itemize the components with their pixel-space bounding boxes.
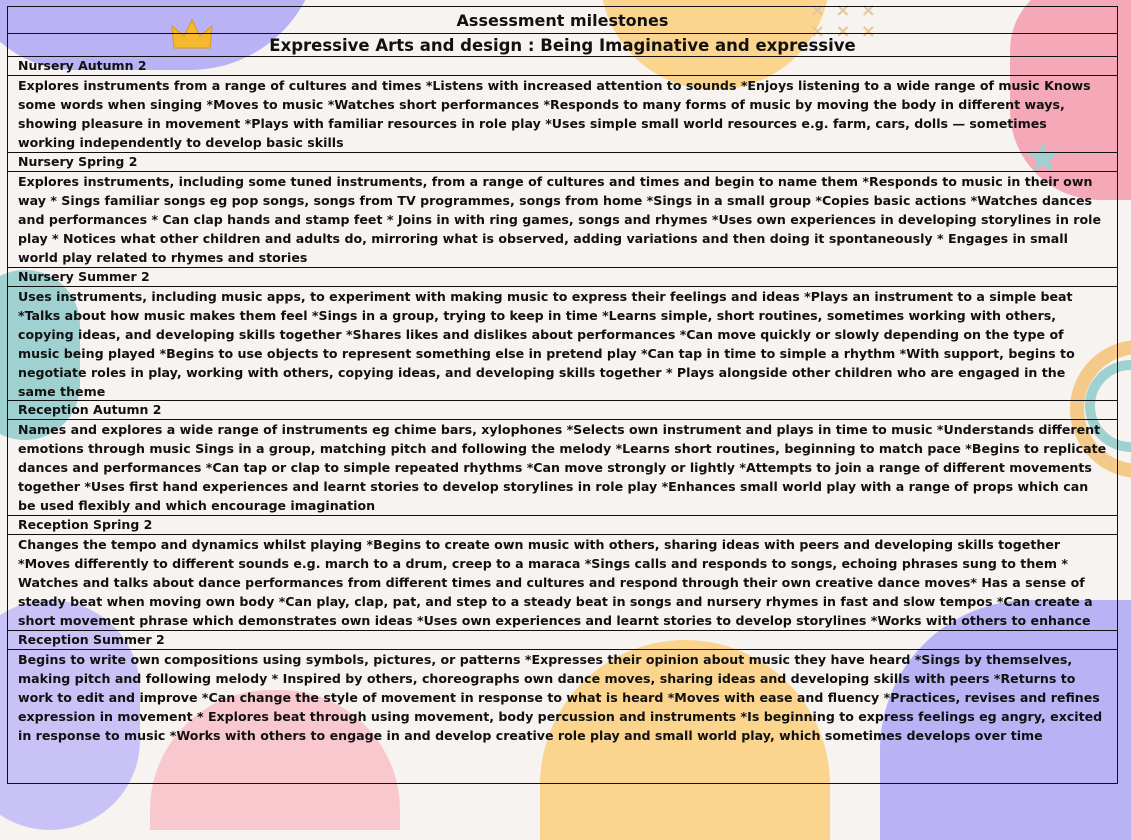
section-body: Explores instruments from a range of cultures and times *Listens with increased attention to sounds *Enjoys listening to a wide range of music Knows some words when singing *Moves to music *Watches short performances *Responds to many forms of music by moving the body in different ways, showing pleasure in movement *Plays with familiar resources in role play *Uses simple small world resources e.g. farm, cars, dolls — sometimes working independently to develop basic skills xyxy=(8,76,1117,153)
section-heading: Reception Spring 2 xyxy=(8,516,1117,535)
section-heading: Nursery Summer 2 xyxy=(8,268,1117,287)
page-subtitle: Expressive Arts and design : Being Imaginative and expressive xyxy=(8,34,1117,57)
section-nursery-spring-2 xyxy=(8,153,1117,268)
section-heading: Reception Summer 2 xyxy=(8,631,1117,650)
section-body: Names and explores a wide range of instruments eg chime bars, xylophones *Selects own instrument and plays in time to music *Understands different emotions through music Sings in a group, matching pitch and following the melody *Learns short routines, beginning to match pace *Begins to replicate dances and performances *Can tap or clap to simple repeated rhythms *Can move strongly or lightly *Attempts to join a range of different movements together *Uses first hand experiences and learnt stories to develop storylines in role play *Enhances small world play with a range of props which can be used flexibly and which encourage imagination xyxy=(8,420,1117,516)
section-reception-spring-2 xyxy=(8,516,1117,631)
section-nursery-autumn-2 xyxy=(8,57,1117,153)
section-nursery-summer-2 xyxy=(8,268,1117,401)
section-body: Uses instruments, including music apps, to experiment with making music to express their feelings and ideas *Plays an instrument to a simple beat *Talks about how music makes them feel *Sings in a group, trying to keep in time *Learns simple, short routines, sometimes working with others, copying ideas, and developing skills together *Shares likes and dislikes about performances *Can move quickly or slowly depending on the type of music being played *Begins to use objects to represent something else in pretend play *Can tap in time to simple a rhythm *With support, begins to negotiate roles in play, working with others, copying ideas, and developing skills together * Plays alongside other children who are engaged in the same theme xyxy=(8,287,1117,401)
section-body: Explores instruments, including some tuned instruments, from a range of cultures and times and begin to name them *Responds to music in their own way * Sings familiar songs eg pop songs, songs from TV programmes, songs from home *Sings in a small group *Copies basic actions *Watches dances and performances * Can clap hands and stamp feet * Joins in with ring games, songs and rhymes *Uses own experiences in developing storylines in role play * Notices what other children and adults do, mirroring what is observed, adding variations and then doing it spontaneously * Engages in small world play related to rhymes and stories xyxy=(8,172,1117,268)
section-heading: Nursery Spring 2 xyxy=(8,153,1117,172)
section-reception-autumn-2 xyxy=(8,401,1117,516)
section-heading: Nursery Autumn 2 xyxy=(8,57,1117,76)
section-body: Begins to write own compositions using symbols, pictures, or patterns *Expresses their opinion about music they have heard *Sings by themselves, making pitch and following melody * Inspired by others, choreographs own dance moves, sharing ideas and developing skills with peers *Returns to work to edit and improve *Can change the style of movement in response to what is heard *Moves with ease and fluency *Practices, revises and refines expression in movement * Explores beat through using movement, body percussion and instruments *Is beginning to express feelings eg angry, excited in response to music *Works with others to engage in and develop creative role play and small world play, which sometimes develops over time xyxy=(18,652,1103,743)
section-reception-summer-2 xyxy=(8,631,1117,783)
cross-pattern: × × × × × × xyxy=(810,0,878,42)
section-heading: Reception Autumn 2 xyxy=(8,401,1117,420)
section-body: Changes the tempo and dynamics whilst playing *Begins to create own music with others, sharing ideas with peers and developing skills together *Moves differently to different sounds e.g. march to a drum, creep to a maraca *Sings calls and responds to songs, echoing phrases sung to them * Watches and talks about dance performances from different times and cultures and respond through their own creative dance moves* Has a sense of steady beat when moving own body *Can play, clap, pat, and step to a steady beat in songs and nursery rhymes in fast and slow tempos *Can create a short movement phrase which demonstrates own ideas *Uses own experiences and learnt stories to develop storylines *Works with others to enhance xyxy=(8,535,1117,631)
milestones-table xyxy=(7,6,1118,784)
page-title: Assessment milestones xyxy=(8,7,1117,34)
